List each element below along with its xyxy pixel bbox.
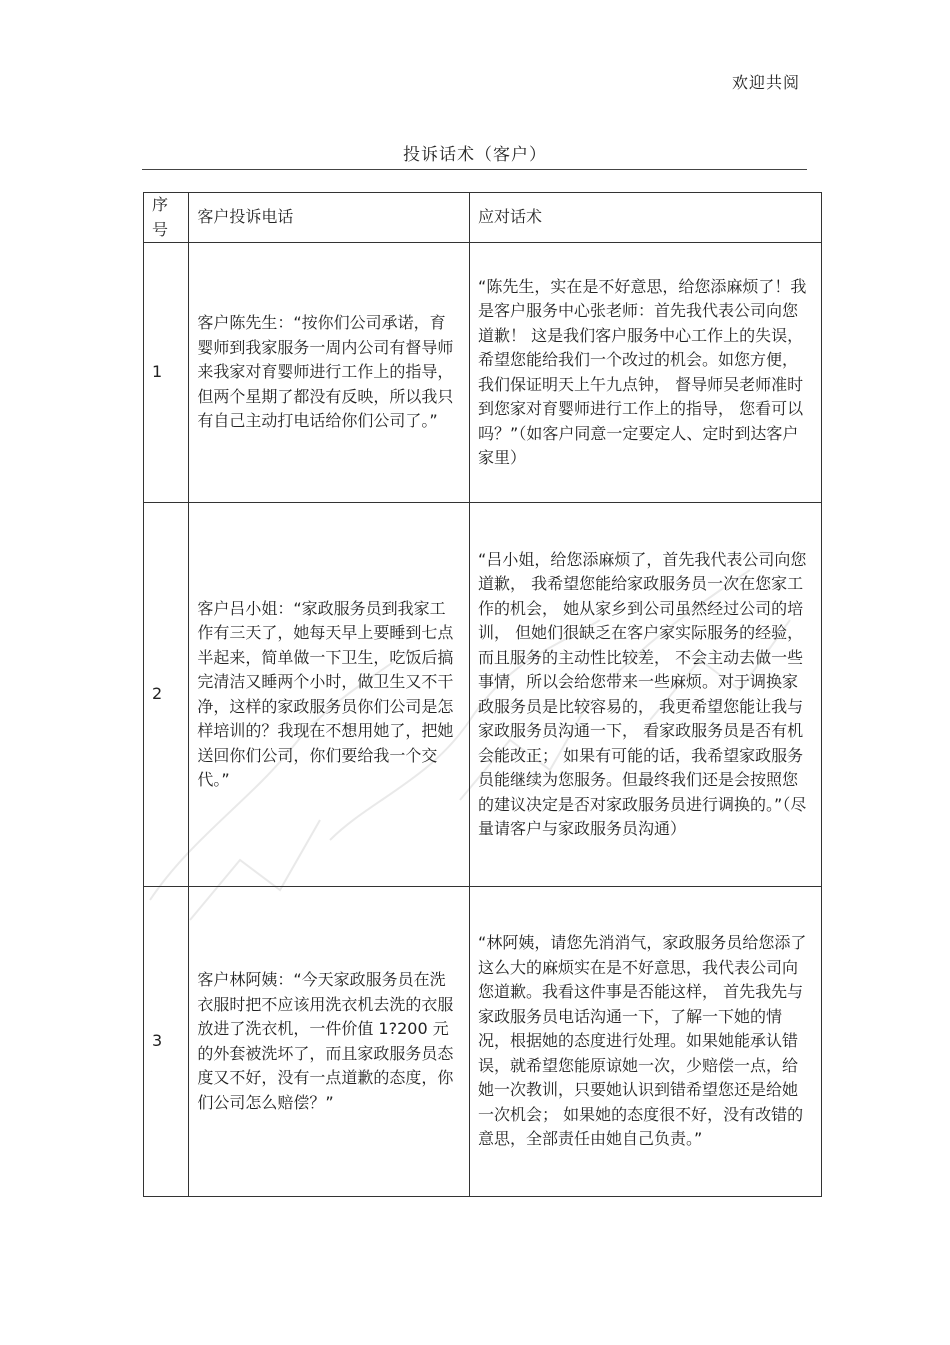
header-note: 欢迎共阅 <box>732 73 801 92</box>
complaint-text: 客户陈先生：“按你们公司承诺，育婴师到我家服务一周内公司有督导师来我家对育婴师进行工作上的指导，但两个星期了都没有反映，所以我只有自己主动打电话给你们公司了。” <box>189 243 470 503</box>
complaint-text: 客户林阿姨：“今天家政服务员在洗衣服时把不应该用洗衣机去洗的衣服放进了洗衣机，一件价值 1?200 元的外套被洗坏了，而且家政服务员态度又不好，没有一点道歉的态度，你们公司怎么赔偿？” <box>189 887 470 1197</box>
header-cell-complaint: 客户投诉电话 <box>189 193 470 243</box>
response-text: “吕小姐，给您添麻烦了，首先我代表公司向您道歉， 我希望您能给家政服务员一次在您家工作的机会， 她从家乡到公司虽然经过公司的培训， 但她们很缺乏在客户家实际服务的经验， 而且服务的主动性比较差， 不会主动去做一些事情，所以会给您带来一些麻烦。对于调换家政服务员是比较容易的， 我更希望您能让我与家政服务员沟通一下， 看家政服务员是否有机会能改正； 如果有可能的话，我希望家政服务员能继续为您服务。但最终我们还是会按照您的建议决定是否对家政服务员进行调换的。”（尽量请客户与家政服务员沟通） <box>470 503 822 887</box>
response-text: “林阿姨，请您先消消气，家政服务员给您添了这么大的麻烦实在是不好意思，我代表公司向您道歉。我看这件事是否能这样， 首先我先与家政服务员电话沟通一下，了解一下她的情况，根据她的态度进行处理。如果她能承认错误，就希望您能原谅她一次，少赔偿一点，给她一次教训，只要她认识到错希望您还是给她一次机会； 如果她的态度很不好，没有改错的意思，全部责任由她自己负责。” <box>470 887 822 1197</box>
table-row <box>144 243 822 503</box>
header-cell-no: 序号 <box>144 193 189 243</box>
row-number: 3 <box>144 887 189 1197</box>
page-title: 投诉话术（客户） <box>403 145 547 165</box>
complaint-script-table <box>143 192 822 1197</box>
response-text: “陈先生，实在是不好意思，给您添麻烦了！我是客户服务中心张老师：首先我代表公司向您道歉！ 这是我们客户服务中心工作上的失误， 希望您能给我们一个改过的机会。如您方便，我们保证明天上午九点钟， 督导师吴老师准时到您家对育婴师进行工作上的指导， 您看可以吗？”（如客户同意一定要定人、定时到达客户家里） <box>470 243 822 503</box>
table-row <box>144 887 822 1197</box>
title-divider <box>142 169 807 170</box>
row-number: 1 <box>144 243 189 503</box>
table-header-row <box>144 193 822 243</box>
complaint-text: 客户吕小姐：“家政服务员到我家工作有三天了，她每天早上要睡到七点半起来，简单做一下卫生，吃饭后搞完清洁又睡两个小时，做卫生又不干净，这样的家政服务员你们公司是怎样培训的？我现在不想用她了，把她送回你们公司，你们要给我一个交代。” <box>189 503 470 887</box>
table-row <box>144 503 822 887</box>
header-cell-response: 应对话术 <box>470 193 822 243</box>
row-number: 2 <box>144 503 189 887</box>
